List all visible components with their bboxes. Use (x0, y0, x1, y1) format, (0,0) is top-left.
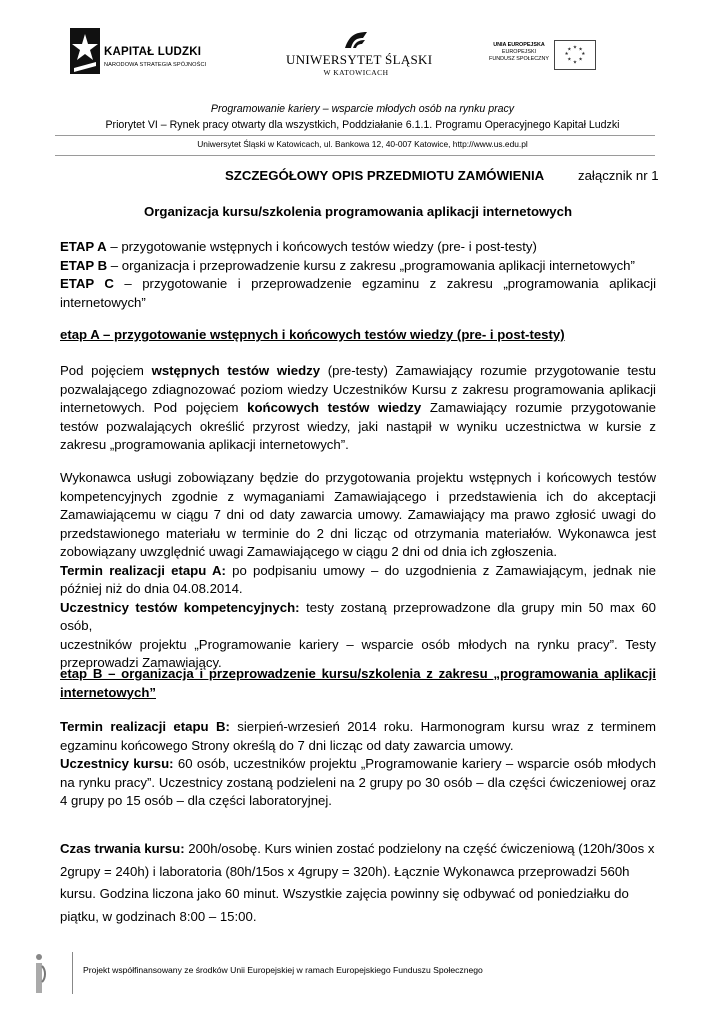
etap-b-label: ETAP B (60, 257, 108, 273)
eu-line1: UNIA EUROPEJSKA (493, 42, 545, 48)
uniwersytet-slaski-logo (286, 30, 433, 78)
footer-divider (72, 952, 73, 994)
pa3-line-1 (60, 562, 656, 581)
pa2-line-5: zobowiązany uwzględnić uwagi Zamawiającego w ciągu 2 dni od dnia ich zgłoszenia. (60, 544, 558, 559)
header-divider-bottom (55, 155, 655, 156)
pb2-line-1 (60, 755, 656, 774)
doc-subtitle: Organizacja kursu/szkolenia programowania aplikacji internetowych (144, 204, 572, 219)
pa4-line-1 (60, 599, 656, 636)
university-title: UNIWERSYTET ŚLĄSKI (286, 52, 433, 67)
header-divider (55, 135, 655, 136)
etap-a-line (60, 238, 656, 257)
etap-c-line (60, 275, 656, 294)
pb2-line-3: 4 grupy po 15 osób – dla części laboratoryjnej. (60, 793, 332, 808)
term-b-label: Termin realizacji etapu B: (60, 719, 230, 734)
pa2-line-1: Wykonawca usługi zobowiązany będzie do przygotowania projektu wstępnych i końcowych testów (60, 470, 656, 485)
pa1-line-5: zakresu „programowania aplikacji internetowych”. (60, 437, 349, 452)
etap-c-line-2: internetowych” (60, 294, 146, 310)
pb3-line-4: piątku, w godzinach 8:00 – 15:00. (60, 908, 257, 924)
pb2-line-2: na rynku pracy”. Uczestnicy zostaną podzieleni na 2 grupy po 30 osób – dla części ćwiczeniowej oraz (60, 774, 656, 790)
etap-a-text: – przygotowanie wstępnych i końcowych testów wiedzy (pre- i post-testy) (106, 239, 537, 254)
university-emblem-icon (341, 30, 371, 50)
etap-b-text: – organizacja i przeprowadzenie kursu z zakresu „programowania aplikacji internetowych” (107, 257, 635, 273)
pb3-line-1 (60, 838, 656, 861)
pa1-line-2: pozwalającego zdiagnozować poziom wiedzy Uczestników Kursu z zakresu programowania aplikacji (60, 381, 656, 397)
pa2-line-3: Zamawiającemu w ciągu 7 dni od daty zawarcia umowy. Zamawiający ma prawo zgłosić uwagi do (60, 507, 656, 522)
pb3-line-3: kursu. Godzina liczona jako 60 minut. Wszystkie zajęcia powinny się odbywać od poniedziałku do (60, 886, 629, 901)
priority-line: Priorytet VI – Rynek pracy otwarty dla wszystkich, Poddziałanie 6.1.1. Programu Operacyjnego Kapitał Ludzki (105, 119, 620, 131)
section-b-heading (60, 665, 656, 702)
section-a-heading: etap A – przygotowanie wstępnych i końcowych testów wiedzy (pre- i post-testy) (60, 327, 565, 342)
pa2-line-2: kompetencyjnych zgodnie z wymaganiami Zamawiającego i przedstawienia ich do akceptacji (60, 488, 656, 504)
course-participants-label: Uczestnicy kursu: (60, 756, 174, 771)
section-a-paragraph-2 (60, 469, 656, 673)
footer-text: Projekt współfinansowany ze środków Unii Europejskiej w ramach Europejskiego Funduszu Społecznego (83, 965, 483, 975)
pa4-line-3: przeprowadzi Zamawiający. (60, 655, 222, 670)
eu-line2: EUROPEJSKI (501, 48, 537, 55)
pb1-line-2: egzaminu końcowego Strony określą do 7 dni licząc od daty zawarcia umowy. (60, 737, 514, 753)
eu-flag-icon (554, 40, 596, 70)
svg-text:★: ★ (581, 52, 586, 57)
pa3-line-2: później niż do dnia 04.08.2014. (60, 581, 243, 596)
pa4-line-2: uczestników projektu „Programowanie kariery – wsparcie osób młodych na rynku pracy”. Testy (60, 636, 656, 652)
pa1-text-a: Pod pojęciem (60, 363, 152, 378)
term-b-text: sierpień-wrzesień 2014 roku. Harmonogram kursu wraz z terminem (229, 719, 656, 734)
svg-text:★: ★ (564, 52, 569, 57)
term-a-label: Termin realizacji etapu A: (60, 562, 226, 578)
pb3-line-2: 2grupy = 240h) i laboratoria (80h/15os x 4grupy = 320h). Łącznie Wykonawca przeprowadzi 560h (60, 863, 630, 879)
pa1-l3-text-a: internetowych. Pod pojęciem (60, 400, 248, 415)
project-name: Programowanie kariery – wsparcie młodych osób na rynku pracy (210, 103, 515, 115)
pa1-term-posttest: końcowych testów wiedzy (247, 400, 422, 415)
pa1-line-4: testów pozwalających określić przyrost wiedzy, jaki nastąpił w wyniku uczestnictwa w kursie z (60, 418, 656, 434)
annex-label: załącznik nr 1 (578, 168, 659, 183)
svg-text:★: ★ (567, 47, 572, 53)
section-b-heading-line-2: internetowych” (60, 684, 156, 700)
eu-text (488, 42, 550, 62)
pb1-line-1 (60, 718, 656, 737)
course-duration-text: 200h/osobę. Kurs winien zostać podzielony na część ćwiczeniową (120h/30os x (184, 841, 655, 856)
pa1-term-pretest: wstępnych testów wiedzy (151, 363, 321, 378)
pa1-l3-text-c: Zamawiający rozumie przygotowanie (421, 400, 656, 415)
etap-a-label: ETAP A (60, 239, 107, 254)
etap-c-text: – przygotowanie i przeprowadzenie egzaminu z zakresu „programowania aplikacji (113, 276, 657, 291)
course-duration-label: Czas trwania kursu: (60, 841, 185, 856)
pa1-line-3 (60, 399, 656, 418)
svg-text:★: ★ (578, 47, 583, 53)
svg-text:★: ★ (572, 45, 578, 51)
participants-tests-text: testy zostaną przeprowadzone dla grupy min 50 max 60 osób, (60, 599, 656, 633)
section-b-paragraph-2 (60, 838, 656, 928)
footer-university-icon (34, 952, 48, 996)
etaps-list (60, 238, 656, 312)
course-participants-text: 60 osób, uczestników projektu „Programowanie kariery – wsparcie osób młodych (173, 756, 656, 771)
section-a-paragraph-1 (60, 362, 656, 455)
kapital-ludzki-subtitle: NARODOWA STRATEGIA SPÓJNOŚCI (104, 62, 207, 68)
pa2-line-4: przedstawionego materiału w terminie do 2 dni licząc od otrzymania materiałów. Wykonawca jest (60, 525, 656, 541)
kapital-ludzki-emblem-icon (70, 28, 100, 74)
doc-title: SZCZEGÓŁOWY OPIS PRZEDMIOTU ZAMÓWIENIA (225, 168, 545, 183)
svg-text:★: ★ (572, 60, 578, 66)
participants-tests-label: Uczestnicy testów kompetencyjnych: (60, 599, 300, 615)
eu-logo (488, 40, 608, 74)
university-address: Uniwersytet Śląski w Katowicach, ul. Bankowa 12, 40-007 Katowice, http://www.us.edu.pl (197, 139, 528, 149)
svg-text:★: ★ (567, 57, 572, 63)
term-a-text: po podpisaniu umowy – do uzgodnienia z Zamawiającym, jednak nie (225, 562, 656, 578)
eu-line3: FUNDUSZ SPOŁECZNY (489, 55, 549, 62)
kapital-ludzki-logo (70, 28, 220, 80)
svg-text:★: ★ (578, 57, 583, 63)
pa1-text-c: (pre-testy) Zamawiający rozumie przygotowanie testu (320, 363, 656, 378)
university-subtitle: W KATOWICACH (323, 68, 389, 77)
kapital-ludzki-title: KAPITAŁ LUDZKI (104, 46, 202, 58)
section-b-paragraph-1 (60, 718, 656, 811)
section-b-heading-line-1: etap B – organizacja i przeprowadzenie kursu/szkolenia z zakresu „programowania aplikacji (60, 666, 656, 681)
pa1-line-1 (60, 362, 656, 381)
etap-b-line (60, 257, 656, 276)
etap-c-label: ETAP C (60, 276, 114, 291)
